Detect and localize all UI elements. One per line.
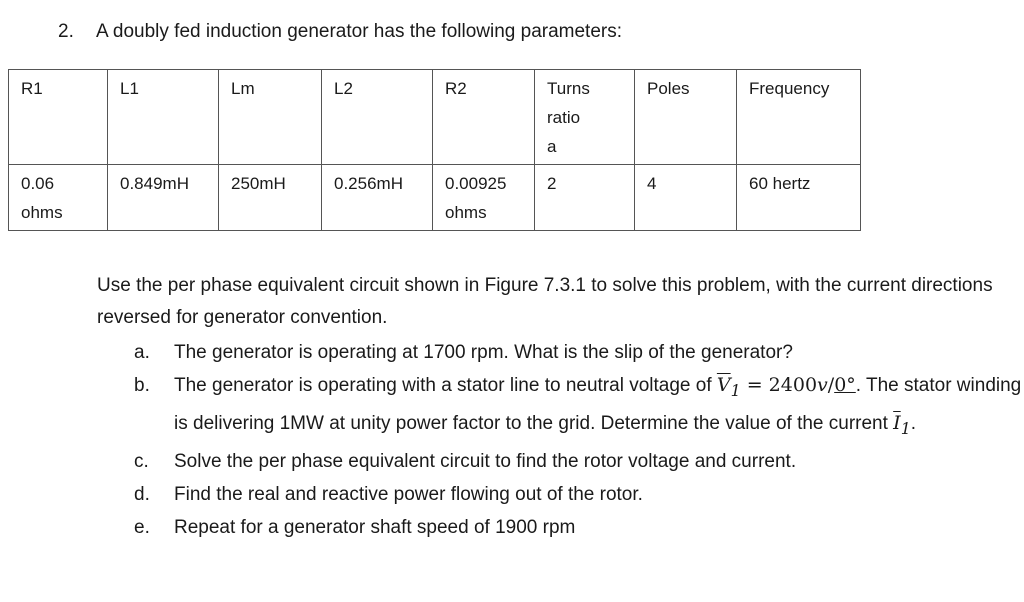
- part-text: Repeat for a generator shaft speed of 1900 rpm: [174, 516, 576, 538]
- value-l1: 0.849mH: [108, 165, 219, 231]
- question-number: 2.: [58, 21, 74, 42]
- value-r2: 0.00925 ohms: [433, 165, 535, 231]
- table-header-row: [9, 70, 861, 165]
- value-poles: 4: [635, 165, 737, 231]
- table-value-row: [9, 165, 861, 231]
- question-text: A doubly fed induction generator has the following parameters:: [96, 21, 622, 42]
- part-text: The generator is operating with a stator line to neutral voltage of $\overline{V}_1 = 2400v/0^\circ$. The stator winding is delivering 1MW at unity power factor to the grid. Determine the value of the current $\overline{I}_1$.: [174, 374, 1022, 438]
- value-l2: 0.256mH: [322, 165, 433, 231]
- parameters-table: [8, 69, 861, 231]
- header-turns-ratio: Turns ratio a: [535, 70, 635, 165]
- part-d: [134, 478, 1024, 511]
- value-turns-ratio: 2: [535, 165, 635, 231]
- part-text: The generator is operating at 1700 rpm. What is the slip of the generator?: [174, 342, 793, 363]
- voltage-expression: $\overline{V}_1 = 2400v/0^\circ$: [716, 374, 856, 400]
- header-r1: R1: [9, 70, 108, 165]
- header-poles: Poles: [635, 70, 737, 165]
- current-expression: $\overline{I}_1$: [893, 411, 911, 438]
- value-lm: 250mH: [219, 165, 322, 231]
- part-letter: a.: [134, 342, 150, 363]
- part-letter: e.: [134, 516, 150, 538]
- part-text: Find the real and reactive power flowing out of the rotor.: [174, 483, 643, 505]
- value-r1: 0.06 ohms: [9, 165, 108, 231]
- sub-questions-list: [134, 336, 1024, 544]
- part-letter: b.: [134, 375, 150, 396]
- question-heading: [58, 20, 622, 44]
- header-lm: Lm: [219, 70, 322, 165]
- part-text: Solve the per phase equivalent circuit to find the rotor voltage and current.: [174, 450, 797, 472]
- part-letter: d.: [134, 483, 150, 505]
- part-b: [134, 369, 1024, 445]
- part-e: [134, 511, 1024, 544]
- header-l1: L1: [108, 70, 219, 165]
- header-r2: R2: [433, 70, 535, 165]
- intro-paragraph: Use the per phase equivalent circuit shown in Figure 7.3.1 to solve this problem, with the current directions reversed for generator convention.: [97, 275, 993, 328]
- part-a: [134, 336, 1024, 369]
- part-c: [134, 445, 1024, 478]
- header-l2: L2: [322, 70, 433, 165]
- value-frequency: 60 hertz: [737, 165, 861, 231]
- part-letter: c.: [134, 450, 149, 472]
- header-frequency: Frequency: [737, 70, 861, 165]
